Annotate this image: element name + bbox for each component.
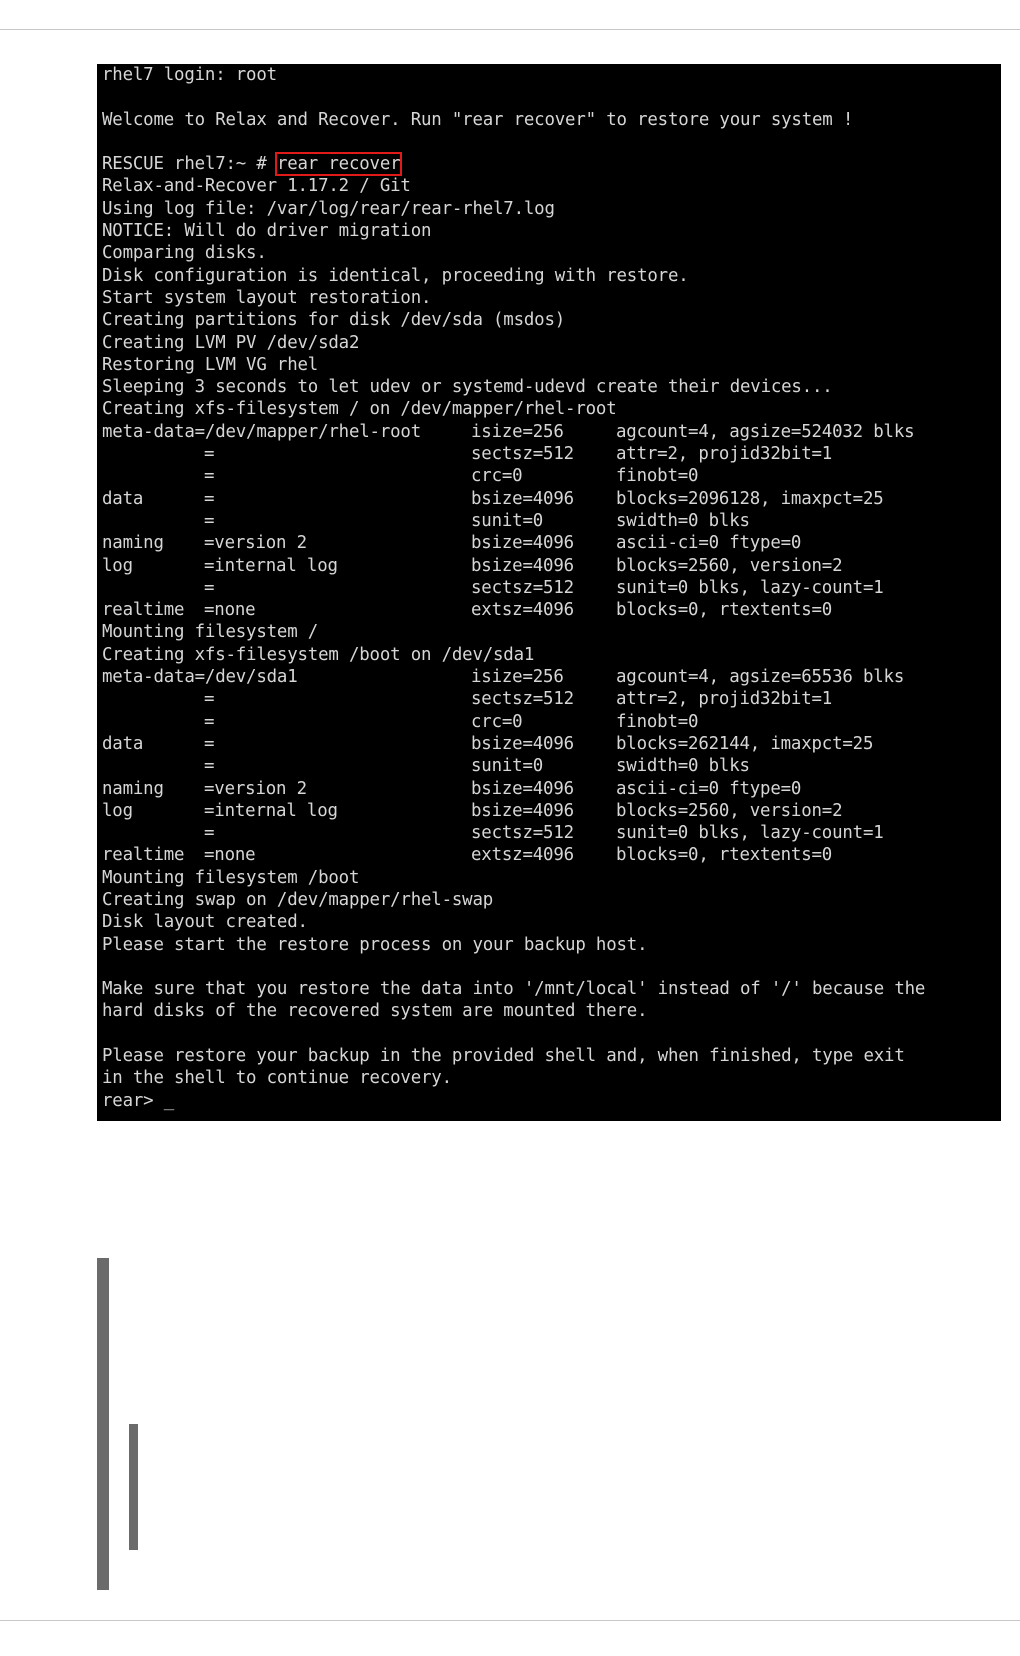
terminal-line bbox=[102, 86, 997, 108]
terminal-column: =version 2 bbox=[204, 533, 307, 554]
terminal-column: meta-data=/dev/mapper/rhel-root bbox=[102, 421, 421, 442]
terminal-column: sunit=0 bbox=[471, 510, 544, 531]
terminal-column: attr=2, projid32bit=1 bbox=[616, 444, 833, 465]
terminal-line bbox=[102, 666, 997, 688]
terminal-line bbox=[102, 488, 997, 510]
terminal-column: blocks=2096128, imaxpct=25 bbox=[616, 488, 884, 509]
terminal-text: NOTICE: Will do driver migration bbox=[102, 221, 432, 242]
terminal-column: isize=256 bbox=[471, 421, 564, 442]
terminal-column: crc=0 bbox=[471, 466, 523, 487]
terminal-line bbox=[102, 1090, 997, 1112]
terminal-line bbox=[102, 109, 997, 131]
terminal-column: =none bbox=[204, 845, 256, 866]
terminal-line bbox=[102, 599, 997, 621]
nested-callout-bar bbox=[129, 1424, 138, 1550]
terminal-column: isize=256 bbox=[471, 667, 564, 688]
terminal-column: = bbox=[204, 689, 215, 710]
terminal-text: Make sure that you restore the data into '/mnt/local' instead of '/' because the bbox=[102, 979, 926, 1000]
terminal-line bbox=[102, 376, 997, 398]
terminal-text: hard disks of the recovered system are mounted there. bbox=[102, 1001, 648, 1022]
terminal-column: ascii-ci=0 ftype=0 bbox=[616, 778, 802, 799]
terminal-line bbox=[102, 398, 997, 420]
terminal-text: Creating swap on /dev/mapper/rhel-swap bbox=[102, 889, 494, 910]
terminal-column: sectsz=512 bbox=[471, 823, 574, 844]
terminal-column: sunit=0 bbox=[471, 756, 544, 777]
bottom-divider bbox=[0, 1620, 1020, 1621]
terminal-line bbox=[102, 844, 997, 866]
terminal-line bbox=[102, 644, 997, 666]
terminal-line bbox=[102, 889, 997, 911]
terminal-column: = bbox=[204, 711, 215, 732]
terminal-column: extsz=4096 bbox=[471, 600, 574, 621]
terminal-text: Relax-and-Recover 1.17.2 / Git bbox=[102, 176, 411, 197]
terminal-column: log bbox=[102, 555, 133, 576]
terminal-line bbox=[102, 220, 997, 242]
terminal-line bbox=[102, 287, 997, 309]
terminal-column: = bbox=[204, 488, 215, 509]
shell-prompt: rear> bbox=[102, 1090, 164, 1111]
terminal-line bbox=[102, 465, 997, 487]
terminal-text: Please start the restore process on your backup host. bbox=[102, 934, 648, 955]
terminal-column: naming bbox=[102, 778, 164, 799]
terminal-column: agcount=4, agsize=524032 blks bbox=[616, 421, 915, 442]
terminal-line bbox=[102, 755, 997, 777]
terminal-column: bsize=4096 bbox=[471, 778, 574, 799]
terminal-line bbox=[102, 688, 997, 710]
terminal-text: Welcome to Relax and Recover. Run "rear recover" to restore your system ! bbox=[102, 109, 854, 130]
terminal-text: Using log file: /var/log/rear/rear-rhel7.log bbox=[102, 198, 555, 219]
terminal-line bbox=[102, 242, 997, 264]
terminal-line bbox=[102, 510, 997, 532]
terminal-column: naming bbox=[102, 533, 164, 554]
terminal-column: bsize=4096 bbox=[471, 733, 574, 754]
terminal-line bbox=[102, 956, 997, 978]
terminal-line bbox=[102, 1023, 997, 1045]
terminal-line bbox=[102, 711, 997, 733]
terminal-column: =none bbox=[204, 600, 256, 621]
terminal-column: data bbox=[102, 488, 144, 509]
terminal-line bbox=[102, 822, 997, 844]
terminal-column: bsize=4096 bbox=[471, 488, 574, 509]
terminal-column: sunit=0 blks, lazy-count=1 bbox=[616, 577, 884, 598]
terminal-column: log bbox=[102, 800, 133, 821]
terminal-line bbox=[102, 577, 997, 599]
terminal-text: Sleeping 3 seconds to let udev or systemd-udevd create their devices... bbox=[102, 377, 833, 398]
terminal-text: Start system layout restoration. bbox=[102, 287, 432, 308]
terminal-line bbox=[102, 443, 997, 465]
terminal-column: finobt=0 bbox=[616, 711, 699, 732]
terminal-column: = bbox=[204, 510, 215, 531]
terminal-text: Restoring LVM VG rhel bbox=[102, 354, 319, 375]
terminal-line bbox=[102, 934, 997, 956]
terminal-column: blocks=2560, version=2 bbox=[616, 800, 843, 821]
terminal-window[interactable] bbox=[97, 64, 1001, 1121]
terminal-output bbox=[102, 64, 997, 1112]
terminal-column: swidth=0 blks bbox=[616, 510, 750, 531]
terminal-column: sectsz=512 bbox=[471, 577, 574, 598]
terminal-text: Please restore your backup in the provided shell and, when finished, type exit bbox=[102, 1046, 905, 1067]
terminal-column: bsize=4096 bbox=[471, 555, 574, 576]
terminal-line bbox=[102, 354, 997, 376]
terminal-line bbox=[102, 1045, 997, 1067]
terminal-column: sunit=0 blks, lazy-count=1 bbox=[616, 823, 884, 844]
terminal-column: extsz=4096 bbox=[471, 845, 574, 866]
terminal-text: in the shell to continue recovery. bbox=[102, 1068, 452, 1089]
terminal-line bbox=[102, 64, 997, 86]
terminal-column: = bbox=[204, 577, 215, 598]
terminal-line bbox=[102, 175, 997, 197]
terminal-column: = bbox=[204, 444, 215, 465]
terminal-line bbox=[102, 153, 997, 175]
terminal-line bbox=[102, 867, 997, 889]
terminal-text: Disk layout created. bbox=[102, 912, 308, 933]
terminal-column: sectsz=512 bbox=[471, 689, 574, 710]
terminal-column: swidth=0 blks bbox=[616, 756, 750, 777]
terminal-column: = bbox=[204, 733, 215, 754]
terminal-line bbox=[102, 421, 997, 443]
terminal-text: Creating partitions for disk /dev/sda (msdos) bbox=[102, 310, 566, 331]
terminal-line bbox=[102, 800, 997, 822]
terminal-line bbox=[102, 1000, 997, 1022]
highlighted-command: rear recover bbox=[276, 154, 401, 175]
terminal-line bbox=[102, 978, 997, 1000]
terminal-column: sectsz=512 bbox=[471, 444, 574, 465]
terminal-column: blocks=262144, imaxpct=25 bbox=[616, 733, 874, 754]
terminal-text: rhel7 login: root bbox=[102, 65, 277, 85]
top-divider bbox=[0, 29, 1020, 30]
terminal-column: data bbox=[102, 733, 144, 754]
terminal-column: =internal log bbox=[204, 555, 338, 576]
terminal-column: bsize=4096 bbox=[471, 800, 574, 821]
terminal-line bbox=[102, 532, 997, 554]
terminal-column: attr=2, projid32bit=1 bbox=[616, 689, 833, 710]
terminal-column: agcount=4, agsize=65536 blks bbox=[616, 667, 905, 688]
terminal-line bbox=[102, 1067, 997, 1089]
terminal-text: Comparing disks. bbox=[102, 243, 267, 264]
shell-prompt: RESCUE rhel7:~ # bbox=[102, 154, 277, 175]
terminal-column: ascii-ci=0 ftype=0 bbox=[616, 533, 802, 554]
terminal-column: =internal log bbox=[204, 800, 338, 821]
terminal-column: =version 2 bbox=[204, 778, 307, 799]
terminal-line bbox=[102, 555, 997, 577]
terminal-text: Disk configuration is identical, proceeding with restore. bbox=[102, 265, 689, 286]
terminal-text: Creating xfs-filesystem / on /dev/mapper/rhel-root bbox=[102, 399, 617, 420]
terminal-line bbox=[102, 198, 997, 220]
callout-bar bbox=[97, 1258, 109, 1590]
terminal-line bbox=[102, 131, 997, 153]
terminal-line bbox=[102, 621, 997, 643]
terminal-column: realtime bbox=[102, 600, 185, 621]
terminal-column: meta-data=/dev/sda1 bbox=[102, 667, 298, 688]
terminal-column: = bbox=[204, 466, 215, 487]
terminal-line bbox=[102, 332, 997, 354]
terminal-column: finobt=0 bbox=[616, 466, 699, 487]
terminal-line bbox=[102, 778, 997, 800]
terminal-column: bsize=4096 bbox=[471, 533, 574, 554]
terminal-line bbox=[102, 733, 997, 755]
terminal-column: realtime bbox=[102, 845, 185, 866]
terminal-column: crc=0 bbox=[471, 711, 523, 732]
terminal-text: Mounting filesystem / bbox=[102, 622, 319, 643]
terminal-column: blocks=0, rtextents=0 bbox=[616, 600, 833, 621]
terminal-column: = bbox=[204, 823, 215, 844]
terminal-line bbox=[102, 309, 997, 331]
terminal-column: blocks=2560, version=2 bbox=[616, 555, 843, 576]
terminal-column: = bbox=[204, 756, 215, 777]
terminal-text: Mounting filesystem /boot bbox=[102, 867, 360, 888]
terminal-text: Creating xfs-filesystem /boot on /dev/sda1 bbox=[102, 644, 535, 665]
terminal-text: Creating LVM PV /dev/sda2 bbox=[102, 332, 360, 353]
terminal-column: blocks=0, rtextents=0 bbox=[616, 845, 833, 866]
terminal-line bbox=[102, 265, 997, 287]
terminal-line bbox=[102, 911, 997, 933]
text-cursor[interactable]: _ bbox=[163, 1090, 175, 1111]
